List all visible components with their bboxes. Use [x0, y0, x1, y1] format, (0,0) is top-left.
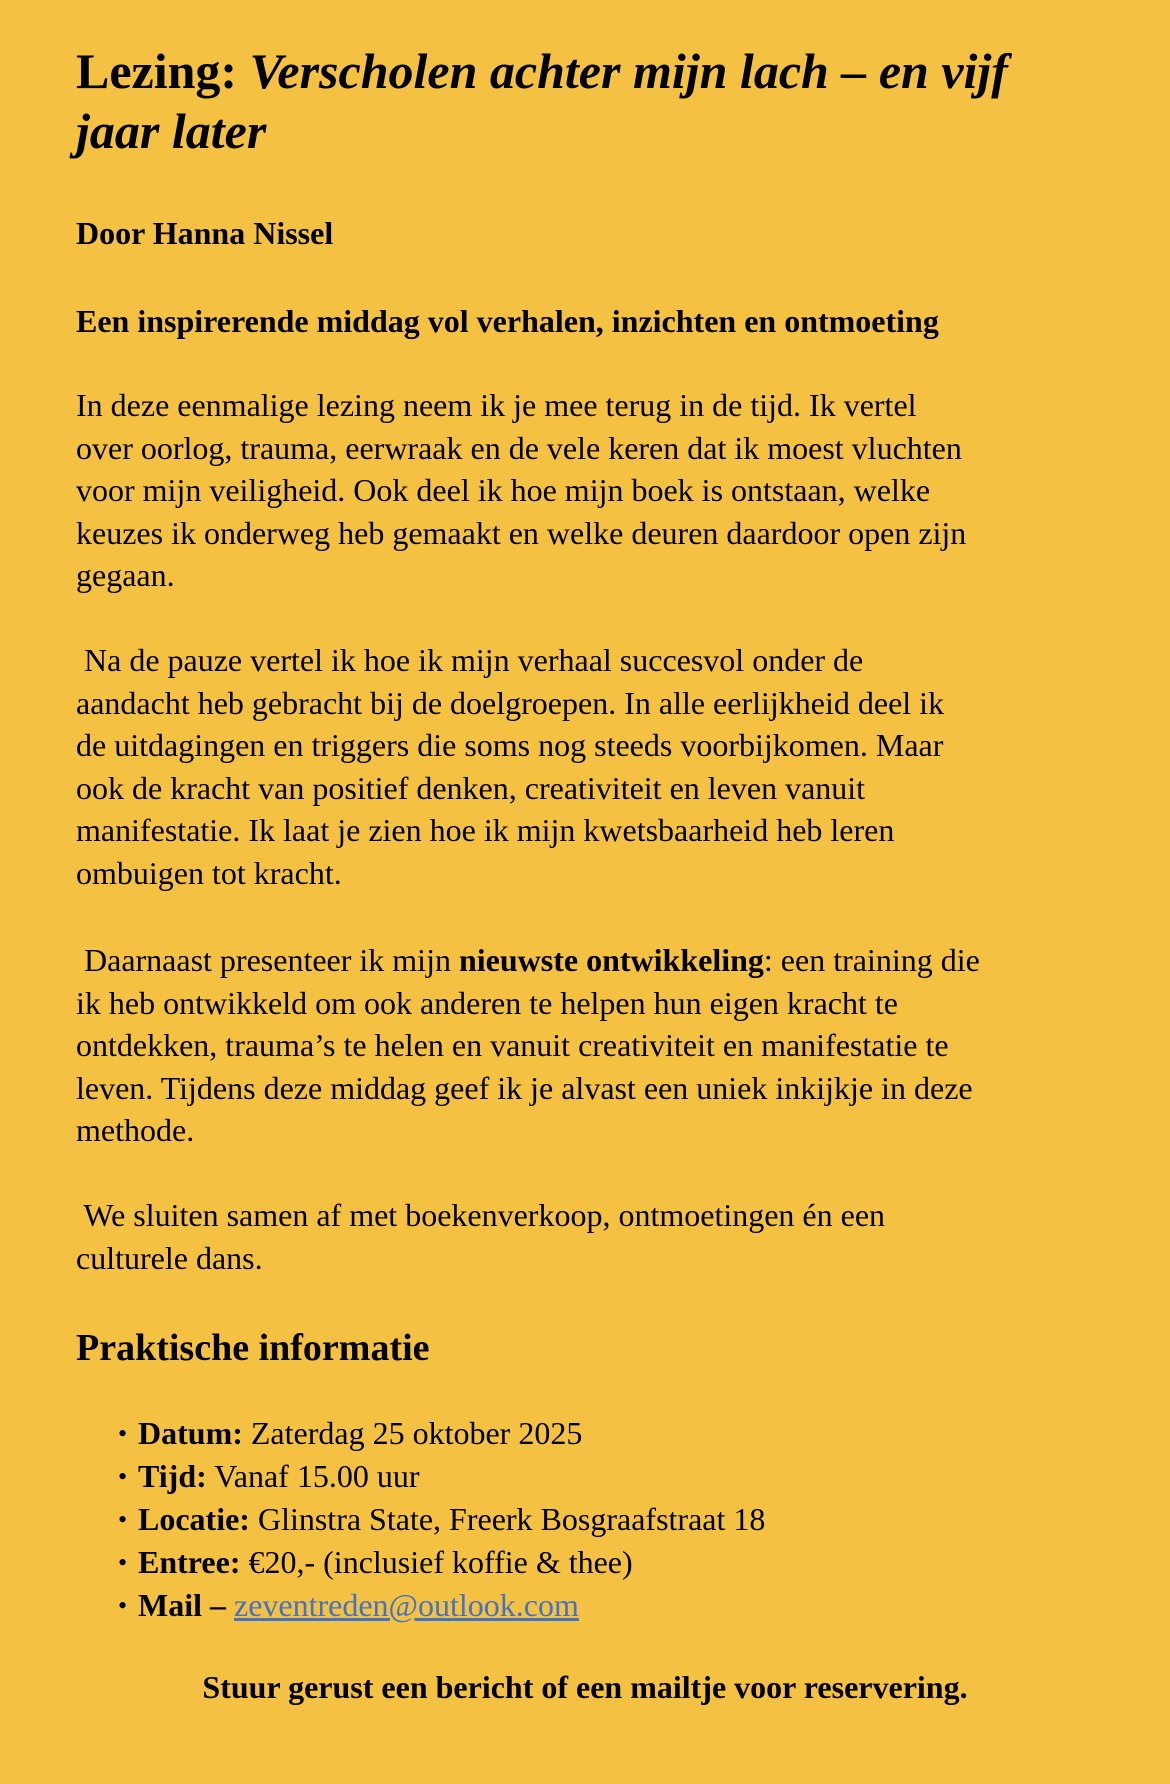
text-segment: Daarnaast presenteer ik mijn: [76, 942, 459, 978]
page-title: [76, 41, 1008, 161]
title-prefix: Lezing:: [76, 43, 250, 99]
paragraph-after-break: [76, 639, 944, 894]
paragraph-line: methode.: [76, 1112, 195, 1148]
title-italic-line-2: jaar later: [76, 103, 267, 159]
paragraph-line: aandacht heb gebracht bij de doelgroepen. In alle eerlijkheid deel ik: [76, 684, 945, 721]
subtitle: Een inspirerende middag vol verhalen, inzichten en ontmoeting: [76, 303, 939, 339]
paragraph-line: gegaan.: [76, 557, 175, 593]
paragraph-line: keuzes ik onderweg heb gemaakt en welke deuren daardoor open zijn: [76, 514, 967, 551]
bullet-icon: •: [118, 1591, 128, 1620]
paragraph-line: In deze eenmalige lezing neem ik je mee terug in de tijd. Ik vertel: [76, 387, 917, 423]
info-label: Entree:: [138, 1544, 241, 1580]
reservation-call-to-action: Stuur gerust een bericht of een mailtje voor reservering.: [202, 1669, 968, 1705]
paragraph-line: over oorlog, trauma, eerwraak en de vele keren dat ik moest vluchten: [76, 429, 962, 466]
info-label: Mail –: [138, 1587, 234, 1623]
bullet-icon: •: [118, 1505, 128, 1534]
paragraph-line: manifestatie. Ik laat je zien hoe ik mijn kwetsbaarheid heb leren: [76, 812, 895, 848]
info-value: Glinstra State, Freerk Bosgraafstraat 18: [249, 1501, 766, 1537]
paragraph-line: voor mijn veiligheid. Ook deel ik hoe mijn boek is ontstaan, welke: [76, 472, 931, 508]
paragraph-new-development: [76, 939, 980, 1152]
author-byline: Door Hanna Nissel: [76, 215, 334, 251]
bullet-icon: •: [118, 1462, 128, 1491]
info-value: Zaterdag 25 oktober 2025: [242, 1415, 583, 1451]
paragraph-line: ook de kracht van positief denken, creativiteit en leven vanuit: [76, 769, 866, 806]
paragraph-line: ombuigen tot kracht.: [76, 854, 342, 891]
info-item-mail: [118, 1584, 765, 1627]
info-item-entry: [118, 1541, 765, 1584]
info-label: Tijd:: [138, 1458, 207, 1494]
info-label: Datum:: [138, 1415, 243, 1451]
paragraph-closing: [76, 1194, 885, 1279]
title-line-1: [76, 41, 1008, 101]
paragraph-line: Na de pauze vertel ik hoe ik mijn verhaal succesvol onder de: [76, 642, 864, 678]
info-value: €20,- (inclusief koffie & thee): [240, 1544, 633, 1580]
text-segment: : een training die: [763, 942, 980, 978]
paragraph-line: We sluiten samen af met boekenverkoop, ontmoetingen én een: [76, 1197, 886, 1233]
practical-info-list: [118, 1412, 765, 1627]
title-italic-line-1: Verscholen achter mijn lach – en vijf: [249, 43, 1008, 99]
paragraph-line: leven. Tijdens deze middag geef ik je alvast een uniek inkijkje in deze: [76, 1069, 973, 1106]
paragraph-line: ontdekken, trauma’s te helen en vanuit creativiteit en manifestatie te: [76, 1027, 949, 1063]
practical-info-heading: Praktische informatie: [76, 1327, 430, 1369]
info-label: Locatie:: [138, 1501, 250, 1537]
highlight-new-development: nieuwste ontwikkeling: [458, 942, 764, 978]
email-link[interactable]: zeventreden@outlook.com: [233, 1587, 579, 1623]
paragraph-line: [76, 939, 980, 982]
paragraph-line: ik heb ontwikkeld om ook anderen te helpen hun eigen kracht te: [76, 984, 898, 1021]
info-item-time: [118, 1455, 765, 1498]
bullet-icon: •: [118, 1419, 128, 1448]
info-value: Vanaf 15.00 uur: [206, 1458, 420, 1494]
paragraph-line: de uitdagingen en triggers die soms nog steeds voorbijkomen. Maar: [76, 727, 944, 763]
info-item-location: [118, 1498, 765, 1541]
paragraph-line: culturele dans.: [76, 1239, 263, 1276]
paragraph-intro: [76, 384, 966, 597]
info-item-date: [118, 1412, 765, 1455]
bullet-icon: •: [118, 1548, 128, 1577]
